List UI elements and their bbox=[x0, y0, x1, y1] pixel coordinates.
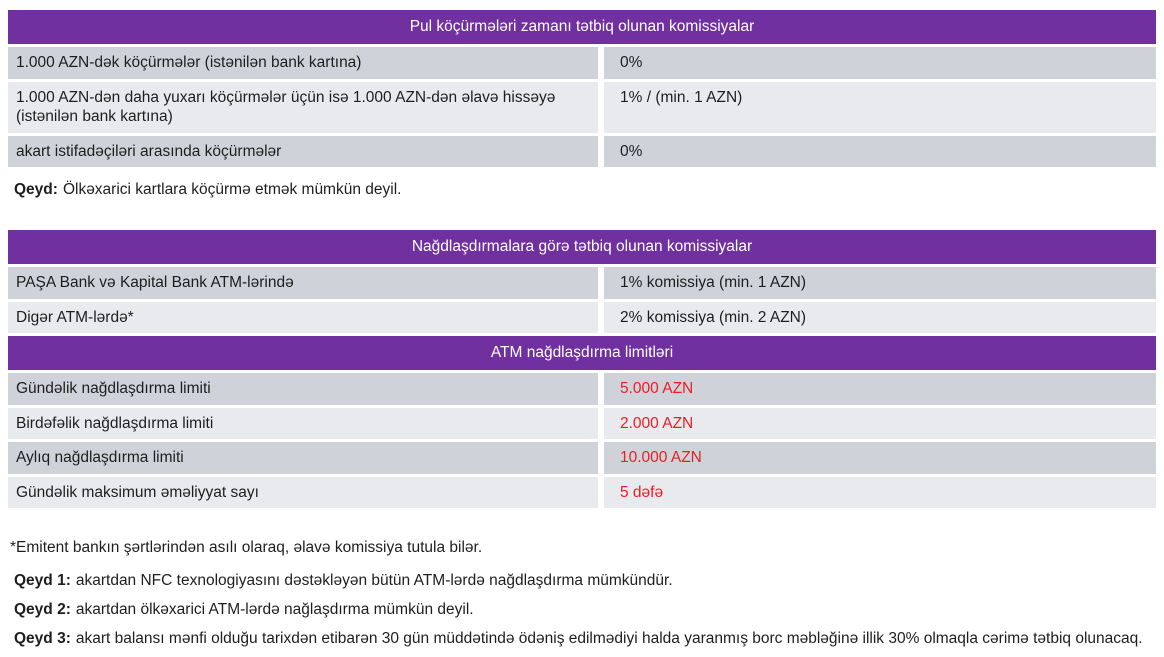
table-row bbox=[8, 442, 1156, 474]
limit-label: Birdəfəlik nağdlaşdırma limiti bbox=[8, 408, 598, 440]
footnote-text: akart balansı mənfi olduğu tarixdən etibarən 30 gün müddətində ödəniş edilmədiyi halda yaranmış borc məbləğinə illik 30% olmaqla cərimə tətbiq olunacaq. bbox=[75, 630, 1143, 647]
row-label: 1.000 AZN-dən daha yuxarı köçürmələr üçün isə 1.000 AZN-dən əlavə hissəyə (istənilən bank kartına) bbox=[8, 82, 598, 133]
withdrawal-commissions-table bbox=[8, 230, 1156, 508]
table-row bbox=[8, 408, 1156, 440]
limit-value: 2.000 AZN bbox=[604, 408, 1156, 440]
footnote-text: akartdan NFC texnologiyasını dəstəkləyən bütün ATM-lərdə nağdlaşdırma mümkündür. bbox=[75, 572, 673, 589]
footnotes bbox=[8, 538, 1156, 649]
limit-label: Gündəlik nağdlaşdırma limiti bbox=[8, 373, 598, 405]
row-value: 2% komissiya (min. 2 AZN) bbox=[604, 302, 1156, 334]
row-value: 0% bbox=[604, 47, 1156, 79]
transfer-commissions-table bbox=[8, 10, 1156, 167]
table-row bbox=[8, 267, 1156, 299]
table-row bbox=[8, 136, 1156, 168]
limit-value: 10.000 AZN bbox=[604, 442, 1156, 474]
footnote-label: Qeyd 2: bbox=[14, 601, 71, 618]
qeyd1-footnote bbox=[14, 571, 1156, 591]
row-label: 1.000 AZN-dək köçürmələr (istənilən bank kartına) bbox=[8, 47, 598, 79]
limit-value: 5.000 AZN bbox=[604, 373, 1156, 405]
limit-value: 5 dəfə bbox=[604, 477, 1156, 509]
note-text: Ölkəxarici kartlara köçürmə etmək mümkün deyil. bbox=[62, 181, 402, 198]
footnote-label: Qeyd 3: bbox=[14, 630, 71, 647]
qeyd2-footnote bbox=[14, 600, 1156, 620]
limit-label: Aylıq nağdlaşdırma limiti bbox=[8, 442, 598, 474]
transfer-note bbox=[14, 180, 1156, 200]
transfer-commissions-title: Pul köçürmələri zamanı tətbiq olunan komissiyalar bbox=[8, 10, 1156, 44]
footnote-text: akartdan ölkəxarici ATM-lərdə nağlaşdırma mümkün deyil. bbox=[75, 601, 474, 618]
table-row bbox=[8, 302, 1156, 334]
qeyd3-footnote bbox=[14, 629, 1156, 649]
footnote-label: Qeyd 1: bbox=[14, 572, 71, 589]
spacer bbox=[8, 200, 1156, 230]
row-value: 1% / (min. 1 AZN) bbox=[604, 82, 1156, 133]
table-row bbox=[8, 477, 1156, 509]
row-label: Digər ATM-lərdə* bbox=[8, 302, 598, 334]
row-label: PAŞA Bank və Kapital Bank ATM-lərində bbox=[8, 267, 598, 299]
table-row bbox=[8, 47, 1156, 79]
row-value: 1% komissiya (min. 1 AZN) bbox=[604, 267, 1156, 299]
limit-label: Gündəlik maksimum əməliyyat sayı bbox=[8, 477, 598, 509]
atm-limits-title: ATM nağdlaşdırma limitləri bbox=[8, 336, 1156, 370]
emitent-footnote: *Emitent bankın şərtlərindən asılı olaraq, əlavə komissiya tutula bilər. bbox=[10, 539, 483, 556]
note-label: Qeyd: bbox=[14, 181, 58, 198]
withdrawal-commissions-title: Nağdlaşdırmalara görə tətbiq olunan komissiyalar bbox=[8, 230, 1156, 264]
row-value: 0% bbox=[604, 136, 1156, 168]
table-row bbox=[8, 82, 1156, 133]
row-label: akart istifadəçiləri arasında köçürmələr bbox=[8, 136, 598, 168]
table-row bbox=[8, 373, 1156, 405]
